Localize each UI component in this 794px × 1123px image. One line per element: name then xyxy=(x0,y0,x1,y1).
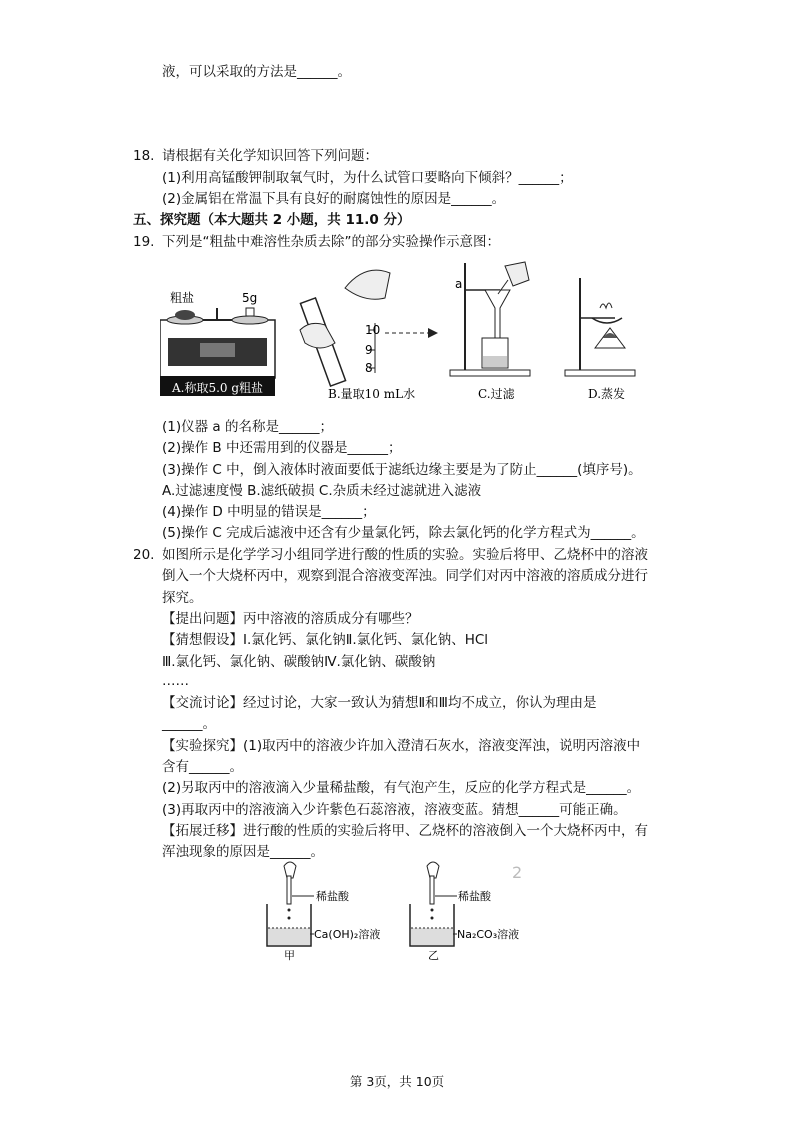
q18-part2: (2)金属铝在常温下具有良好的耐腐蚀性的原因是______。 xyxy=(162,191,506,207)
label-beaker-jia: 甲 xyxy=(284,949,295,962)
label-instrument-a: a xyxy=(455,277,463,291)
q20-extension-line2: 浑浊现象的原因是______。 xyxy=(162,844,324,860)
q20-discussion-line1: 【交流讨论】经过讨论，大家一致认为猜想Ⅱ和Ⅲ均不成立，你认为理由是 xyxy=(162,695,597,711)
label-solution-yi: Na₂CO₃溶液 xyxy=(457,928,520,941)
q20-experiment-line2: (2)另取丙中的溶液滴入少量稀盐酸，有气泡产生，反应的化学方程式是______。 xyxy=(162,780,641,796)
scale-mark-10: 10 xyxy=(365,323,381,337)
caption-b: B.量取10 mL水 xyxy=(328,387,416,401)
q20-stem-line1: 如图所示是化学学习小组同学进行酸的性质的实验。实验后将甲、乙烧杯中的溶液 xyxy=(162,547,648,563)
stray-mark: 2 xyxy=(512,863,523,882)
q20-experiment-line3: (3)再取丙中的溶液滴入少许紫色石蕊溶液，溶液变蓝。猜想______可能正确。 xyxy=(162,802,627,818)
caption-a: A.称取5.0 g粗盐 xyxy=(172,381,264,395)
q20-beaker-figure xyxy=(262,858,542,966)
question-number-20: 20. xyxy=(133,547,155,563)
question-number-18: 18. xyxy=(133,148,155,164)
label-acid-jia: 稀盐酸 xyxy=(316,890,349,903)
label-acid-yi: 稀盐酸 xyxy=(458,890,491,903)
q19-experiment-figure xyxy=(160,258,640,408)
label-crude-salt: 粗盐 xyxy=(170,291,195,305)
q20-hypothesis-line2: Ⅲ.氯化钙、氯化钠、碳酸钠Ⅳ.氯化钠、碳酸钠 xyxy=(162,654,436,670)
q19-part2: (2)操作 B 中还需用到的仪器是______； xyxy=(162,440,402,456)
q20-discussion-line2: ______。 xyxy=(162,716,216,732)
scale-mark-9: 9 xyxy=(365,343,373,357)
q18-stem: 请根据有关化学知识回答下列问题： xyxy=(162,148,378,164)
label-5g: 5g xyxy=(242,291,258,305)
q19-part3: (3)操作 C 中，倒入液体时液面要低于滤纸边缘主要是为了防止______(填序号)。 xyxy=(162,462,642,478)
q19-options: A.过滤速度慢 B.滤纸破损 C.杂质未经过滤就进入滤液 xyxy=(162,483,482,499)
q20-stem-line3: 探究。 xyxy=(162,590,203,606)
q20-hypothesis-line1: 【猜想假设】Ⅰ.氯化钙、氯化钠Ⅱ.氯化钙、氯化钠、HCl xyxy=(162,632,489,648)
q18-part1: (1)利用高锰酸钾制取氧气时，为什么试管口要略向下倾斜？______； xyxy=(162,170,573,186)
beaker-jia xyxy=(267,862,314,946)
q20-ellipsis: …… xyxy=(162,673,189,689)
q19-stem: 下列是“粗盐中难溶性杂质去除”的部分实验操作示意图： xyxy=(162,234,500,250)
caption-c: C.过滤 xyxy=(478,387,515,401)
q20-extension-line1: 【拓展迁移】进行酸的性质的实验后将甲、乙烧杯的溶液倒入一个大烧杯丙中，有 xyxy=(162,823,648,839)
q19-part4: (4)操作 D 中明显的错误是______； xyxy=(162,504,376,520)
question-number-19: 19. xyxy=(133,234,155,250)
label-beaker-yi: 乙 xyxy=(428,949,439,962)
label-solution-jia: Ca(OH)₂溶液 xyxy=(314,928,381,941)
q19-part1: (1)仪器 a 的名称是______； xyxy=(162,419,333,435)
scale-mark-8: 8 xyxy=(365,361,373,375)
continued-text-line: 液，可以采取的方法是______。 xyxy=(162,64,351,80)
section-heading: 五、探究题（本大题共 2 小题，共 11.0 分） xyxy=(133,212,411,228)
evaporation-illustration xyxy=(565,278,635,376)
q20-question: 【提出问题】丙中溶液的溶质成分有哪些？ xyxy=(162,611,419,627)
q20-stem-line2: 倒入一个大烧杯丙中，观察到混合溶液变浑浊。同学们对丙中溶液的溶质成分进行 xyxy=(162,568,648,584)
q20-experiment-line1b: 含有______。 xyxy=(162,759,243,775)
page-footer: 第 3页，共 10页 xyxy=(349,1074,445,1089)
beaker-yi xyxy=(410,862,457,946)
q20-experiment-line1: 【实验探究】(1)取丙中的溶液少许加入澄清石灰水，溶液变浑浊，说明丙溶液中 xyxy=(162,738,641,754)
q19-part5: (5)操作 C 完成后滤液中还含有少量氯化钙，除去氯化钙的化学方程式为______。 xyxy=(162,525,645,541)
caption-d: D.蒸发 xyxy=(588,387,626,401)
